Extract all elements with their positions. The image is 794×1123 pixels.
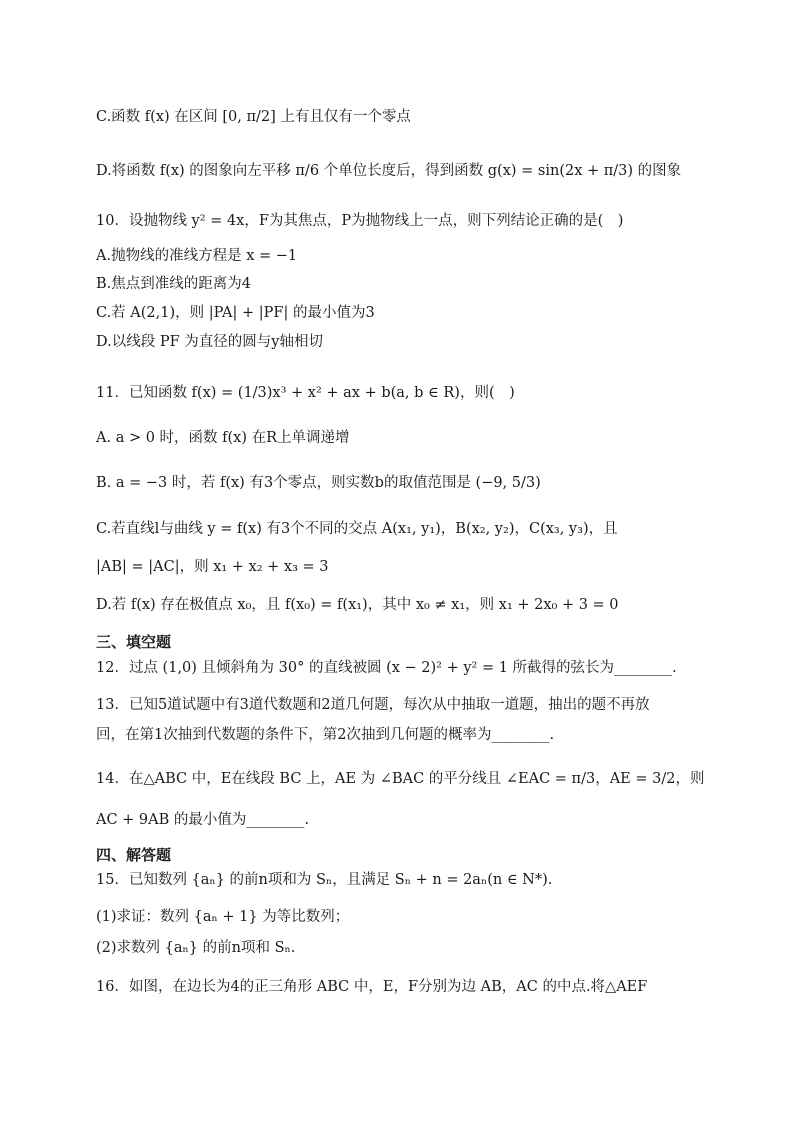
text-line: B.焦点到准线的距离为4 — [96, 276, 251, 292]
text-line: 回，在第1次抽到代数题的条件下，第2次抽到几何题的概率为________. — [96, 727, 555, 743]
text-line: 16．如图，在边长为4的正三角形 ABC 中，E，F分别为边 AB，AC 的中点.将△AEF — [96, 979, 648, 995]
text-line: 13．已知5道试题中有3道代数题和2道几何题，每次从中抽取一道题，抽出的题不再放 — [96, 697, 650, 713]
text-line: A. a > 0 时，函数 f(x) 在R上单调递增 — [96, 430, 350, 446]
text-line: C.若 A(2,1)，则 |PA| + |PF| 的最小值为3 — [96, 305, 375, 321]
section-heading: 四、解答题 — [96, 846, 172, 864]
text-line: A.抛物线的准线方程是 x = −1 — [96, 248, 298, 264]
text-line: |AB| = |AC|，则 x₁ + x₂ + x₃ = 3 — [96, 559, 329, 575]
text-line: B. a = −3 时，若 f(x) 有3个零点，则实数b的取值范围是 (−9, 5/3) — [96, 475, 541, 491]
text-line: 15．已知数列 {aₙ} 的前n项和为 Sₙ，且满足 Sₙ + n = 2aₙ(n ∈ N*). — [96, 872, 553, 888]
text-line: (1)求证：数列 {aₙ + 1} 为等比数列； — [96, 909, 350, 925]
section-heading: 三、填空题 — [96, 633, 172, 651]
text-line: AC + 9AB 的最小值为________. — [96, 812, 310, 828]
text-line: D.将函数 f(x) 的图象向左平移 π/6 个单位长度后，得到函数 g(x) = sin(2x + π/3) 的图象 — [96, 163, 682, 179]
text-line: D.若 f(x) 存在极值点 x₀，且 f(x₀) = f(x₁)，其中 x₀ ≠ x₁，则 x₁ + 2x₀ + 3 = 0 — [96, 597, 619, 613]
text-line: 14．在△ABC 中，E在线段 BC 上，AE 为 ∠BAC 的平分线且 ∠EAC = π/3，AE = 3/2，则 — [96, 771, 705, 787]
text-line: C.函数 f(x) 在区间 [0, π/2] 上有且仅有一个零点 — [96, 109, 411, 125]
text-line: 11．已知函数 f(x) = (1/3)x³ + x² + ax + b(a, b ∈ R)，则( ) — [96, 385, 515, 401]
text-line: D.以线段 PF 为直径的圆与y轴相切 — [96, 334, 323, 350]
text-line: 12．过点 (1,0) 且倾斜角为 30° 的直线被圆 (x − 2)² + y² = 1 所截得的弦长为________. — [96, 660, 677, 676]
text-line: 10．设抛物线 y² = 4x，F为其焦点，P为抛物线上一点，则下列结论正确的是( ) — [96, 213, 624, 229]
text-line: C.若直线l与曲线 y = f(x) 有3个不同的交点 A(x₁, y₁)，B(x₂, y₂)，C(x₃, y₃)，且 — [96, 521, 618, 537]
text-line: (2)求数列 {aₙ} 的前n项和 Sₙ. — [96, 940, 296, 956]
